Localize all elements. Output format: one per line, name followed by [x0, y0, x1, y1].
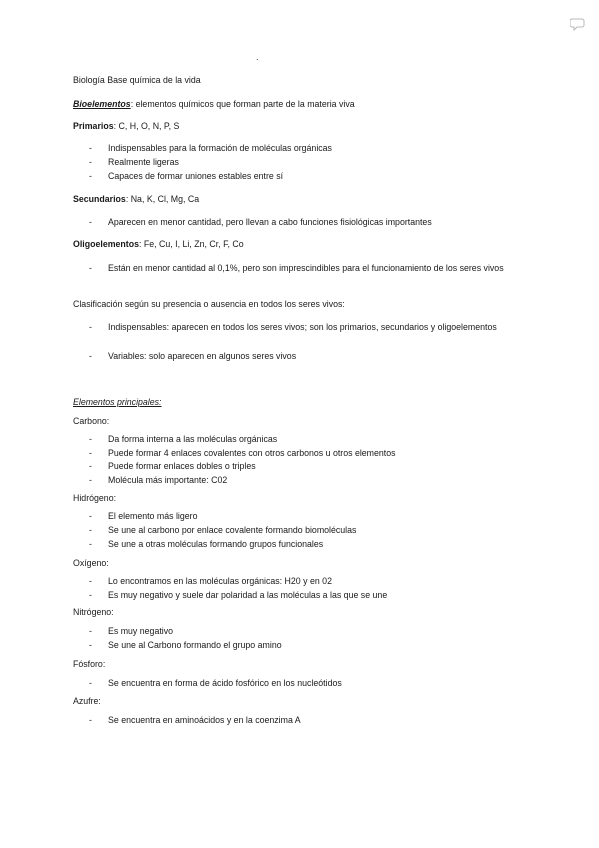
azufre-label: Azufre:	[73, 696, 101, 706]
document-title: Biología Base química de la vida	[73, 75, 201, 85]
bullet-dash: -	[89, 590, 92, 600]
list-item-text: Lo encontramos en las moléculas orgánicas: H20 y en 02	[108, 576, 332, 586]
list-item-text: Se une al carbono por enlace covalente formando biomoléculas	[108, 525, 357, 535]
list-item-text: Indispensables para la formación de moléculas orgánicas	[108, 143, 332, 153]
bullet-dash: -	[89, 475, 92, 485]
bullet-dash: -	[89, 539, 92, 549]
oligoelementos-elements: : Fe, Cu, I, Li, Zn, Cr, F, Co	[139, 239, 244, 249]
bullet-dash: -	[89, 351, 92, 361]
list-item-text: Se une a otras moléculas formando grupos funcionales	[108, 539, 324, 549]
secundarios-elements: : Na, K, Cl, Mg, Ca	[125, 194, 200, 204]
principales-heading	[73, 396, 162, 408]
bullet-dash: -	[89, 678, 92, 688]
list-item-text: Aparecen en menor cantidad, pero llevan a cabo funciones fisiológicas importantes	[108, 217, 432, 227]
bullet-dash: -	[89, 640, 92, 650]
fosforo-label: Fósforo:	[73, 659, 106, 669]
bullet-dash: -	[89, 322, 92, 332]
list-item-text: Se encuentra en aminoácidos y en la coenzima A	[108, 715, 301, 725]
bullet-dash: -	[89, 715, 92, 725]
carbono-label: Carbono:	[73, 416, 110, 426]
oligoelementos-label: Oligoelementos	[73, 239, 139, 249]
stray-dot: .	[256, 52, 259, 62]
bullet-dash: -	[89, 263, 92, 273]
secundarios-line	[73, 193, 199, 205]
oxigeno-label: Oxígeno:	[73, 558, 109, 568]
principales-heading-text: Elementos principales:	[73, 397, 162, 407]
clasificacion-heading: Clasificación según su presencia o ausencia en todos los seres vivos:	[73, 299, 345, 309]
bullet-dash: -	[89, 576, 92, 586]
list-item-text: Puede formar enlaces dobles o triples	[108, 461, 256, 471]
oligoelementos-line	[73, 238, 244, 250]
list-item-text: Puede formar 4 enlaces covalentes con otros carbonos u otros elementos	[108, 448, 396, 458]
bioelementos-line	[73, 98, 355, 110]
secundarios-label: Secundarios	[73, 194, 126, 204]
list-item-text: Están en menor cantidad al 0,1%, pero son imprescindibles para el funcionamiento de los seres vivos	[108, 263, 504, 273]
bullet-dash: -	[89, 511, 92, 521]
list-item-text: Variables: solo aparecen en algunos seres vivos	[108, 351, 297, 361]
bioelementos-definition: : elementos químicos que forman parte de la materia viva	[130, 99, 355, 109]
list-item-text: Da forma interna a las moléculas orgánicas	[108, 434, 278, 444]
bioelementos-term: Bioelementos	[73, 99, 131, 109]
list-item-text: Capaces de formar uniones estables entre sí	[108, 171, 284, 181]
hidrogeno-label: Hidrógeno:	[73, 493, 117, 503]
bullet-dash: -	[89, 525, 92, 535]
bullet-dash: -	[89, 171, 92, 181]
list-item-text: Es muy negativo y suele dar polaridad a las moléculas a las que se une	[108, 590, 388, 600]
primarios-label: Primarios	[73, 121, 114, 131]
bullet-dash: -	[89, 461, 92, 471]
bullet-dash: -	[89, 143, 92, 153]
list-item-text: Se encuentra en forma de ácido fosfórico en los nucleótidos	[108, 678, 342, 688]
primarios-line	[73, 120, 179, 132]
list-item-text: Se une al Carbono formando el grupo amino	[108, 640, 282, 650]
comment-icon[interactable]	[570, 17, 586, 31]
bullet-dash: -	[89, 448, 92, 458]
bullet-dash: -	[89, 217, 92, 227]
bullet-dash: -	[89, 626, 92, 636]
nitrogeno-label: Nitrógeno:	[73, 607, 114, 617]
primarios-elements: : C, H, O, N, P, S	[113, 121, 180, 131]
list-item-text: Indispensables: aparecen en todos los seres vivos; son los primarios, secundarios y oligoelementos	[108, 322, 497, 332]
bullet-dash: -	[89, 157, 92, 167]
list-item-text: Realmente ligeras	[108, 157, 179, 167]
list-item-text: El elemento más ligero	[108, 511, 198, 521]
bullet-dash: -	[89, 434, 92, 444]
list-item-text: Es muy negativo	[108, 626, 174, 636]
list-item-text: Molécula más importante: C02	[108, 475, 228, 485]
